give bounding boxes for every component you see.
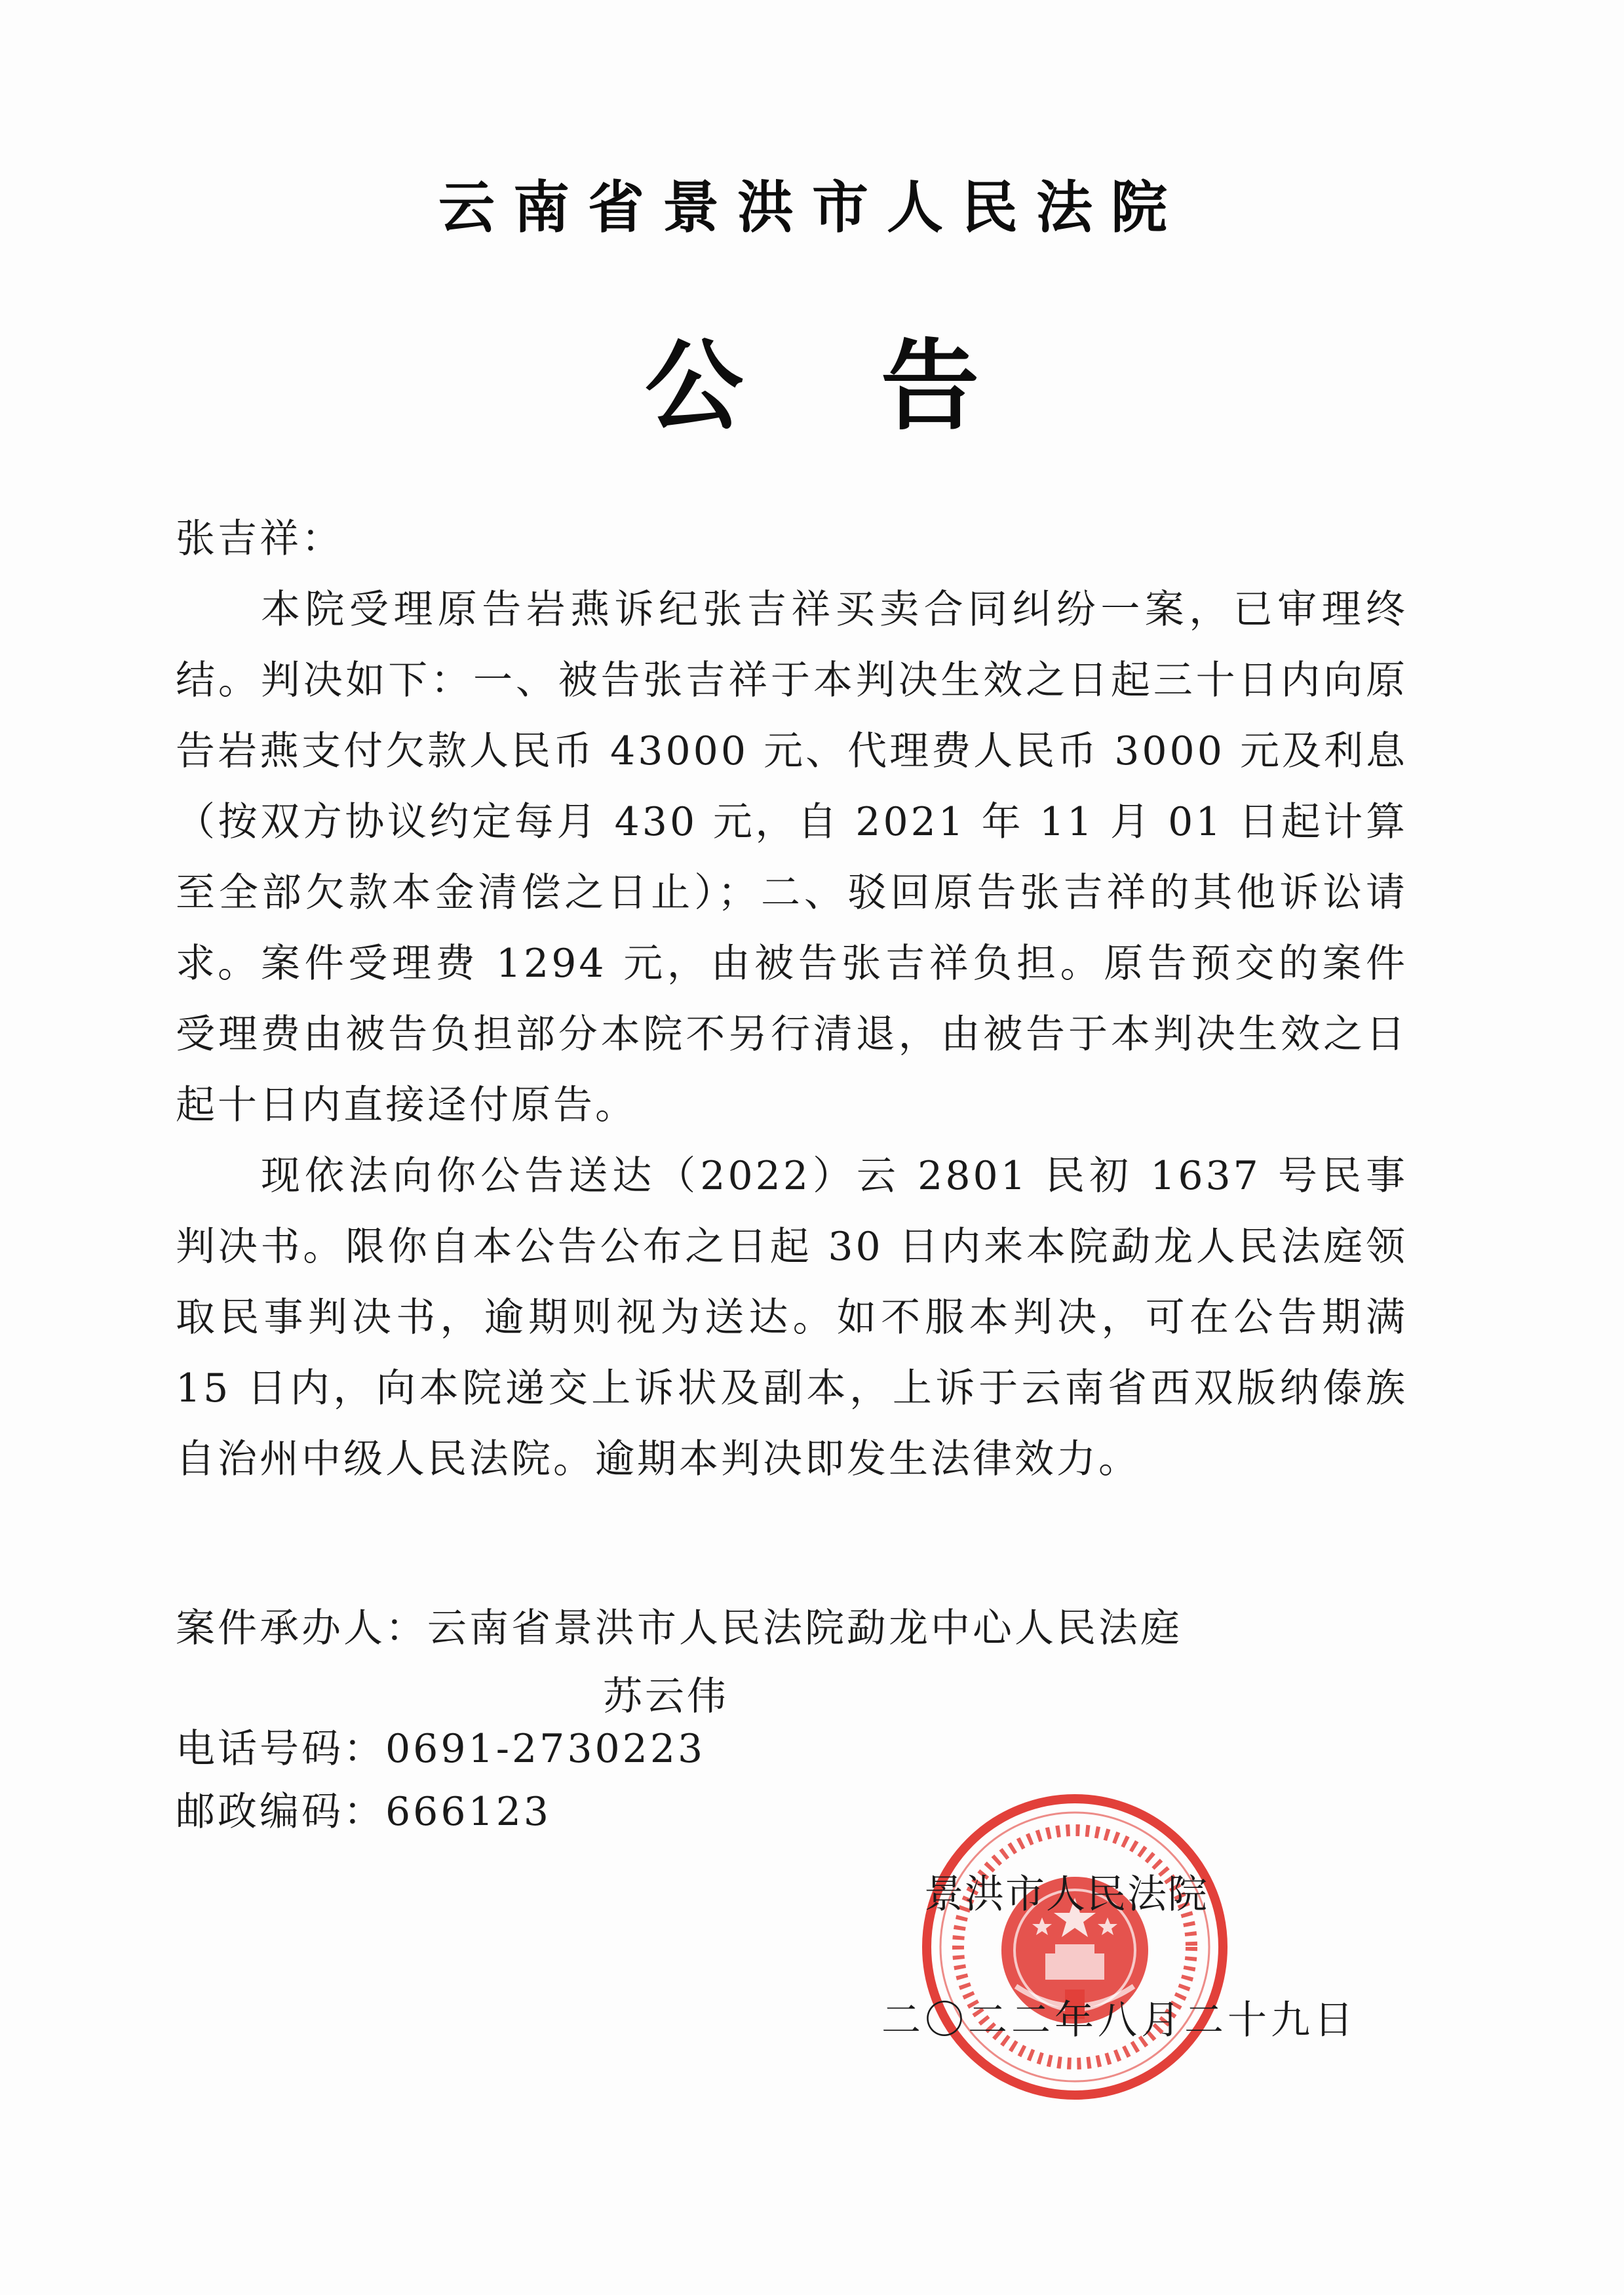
- issue-date: 二〇二二年八月二十九日: [881, 1997, 1357, 2043]
- addressee: 张吉祥：: [176, 516, 343, 562]
- phone-number: 0691-2730223: [385, 1726, 706, 1772]
- court-seal-stamp: [918, 1790, 1232, 2104]
- case-handler-row: [176, 1594, 1355, 1662]
- court-name-heading: 云南省景洪市人民法院: [438, 175, 1186, 241]
- judgment-paragraph: 本院受理原告岩燕诉纪张吉祥买卖合同纠纷一案，已审理终结。判决如下：一、被告张吉祥于本判决生效之日起三十日内向原告岩燕支付欠款人民币 43000 元、代理费人民币 3000 元及利息（按双方协议约定每月 430 元，自 2021 年 11 月 01 日起计算至全部欠款本金清偿之日止）；二、驳回原告张吉祥的其他诉讼请求。: [176, 587, 1408, 987]
- handler-name: 苏云伟: [603, 1674, 729, 1719]
- document-title: 公告: [644, 330, 1117, 444]
- issuing-court: 景洪市人民法院: [924, 1872, 1208, 1917]
- service-paragraph: 现依法向你公告送达（2022）云 2801 民初 1637 号民事判决书。限你自本公告公布之日起 30 日内来本院勐龙人民法庭领取民事判决书，逾期则视为送达。如不服本判决，可在公告期满 15 日内，向本院递交上诉状及副本，上诉于云南省西双版纳傣族自治州中级人民法院。逾期本判决即发生法律效力。: [176, 1153, 1408, 1482]
- phone-row: [176, 1715, 1355, 1783]
- postcode-label: 邮政编码：: [176, 1789, 385, 1835]
- fee-paragraph: 案件受理费 1294 元，由被告张吉祥负担。原告预交的案件受理费由被告负担部分本院不另行清退，由被告于本判决生效之日起十日内直接迳付原告。: [176, 941, 1408, 1128]
- handler-unit: 云南省景洪市人民法院勐龙中心人民法庭: [427, 1605, 1182, 1651]
- phone-label: 电话号码：: [176, 1726, 385, 1772]
- handler-label: 案件承办人：: [176, 1605, 427, 1651]
- postcode-value: 666123: [385, 1789, 552, 1835]
